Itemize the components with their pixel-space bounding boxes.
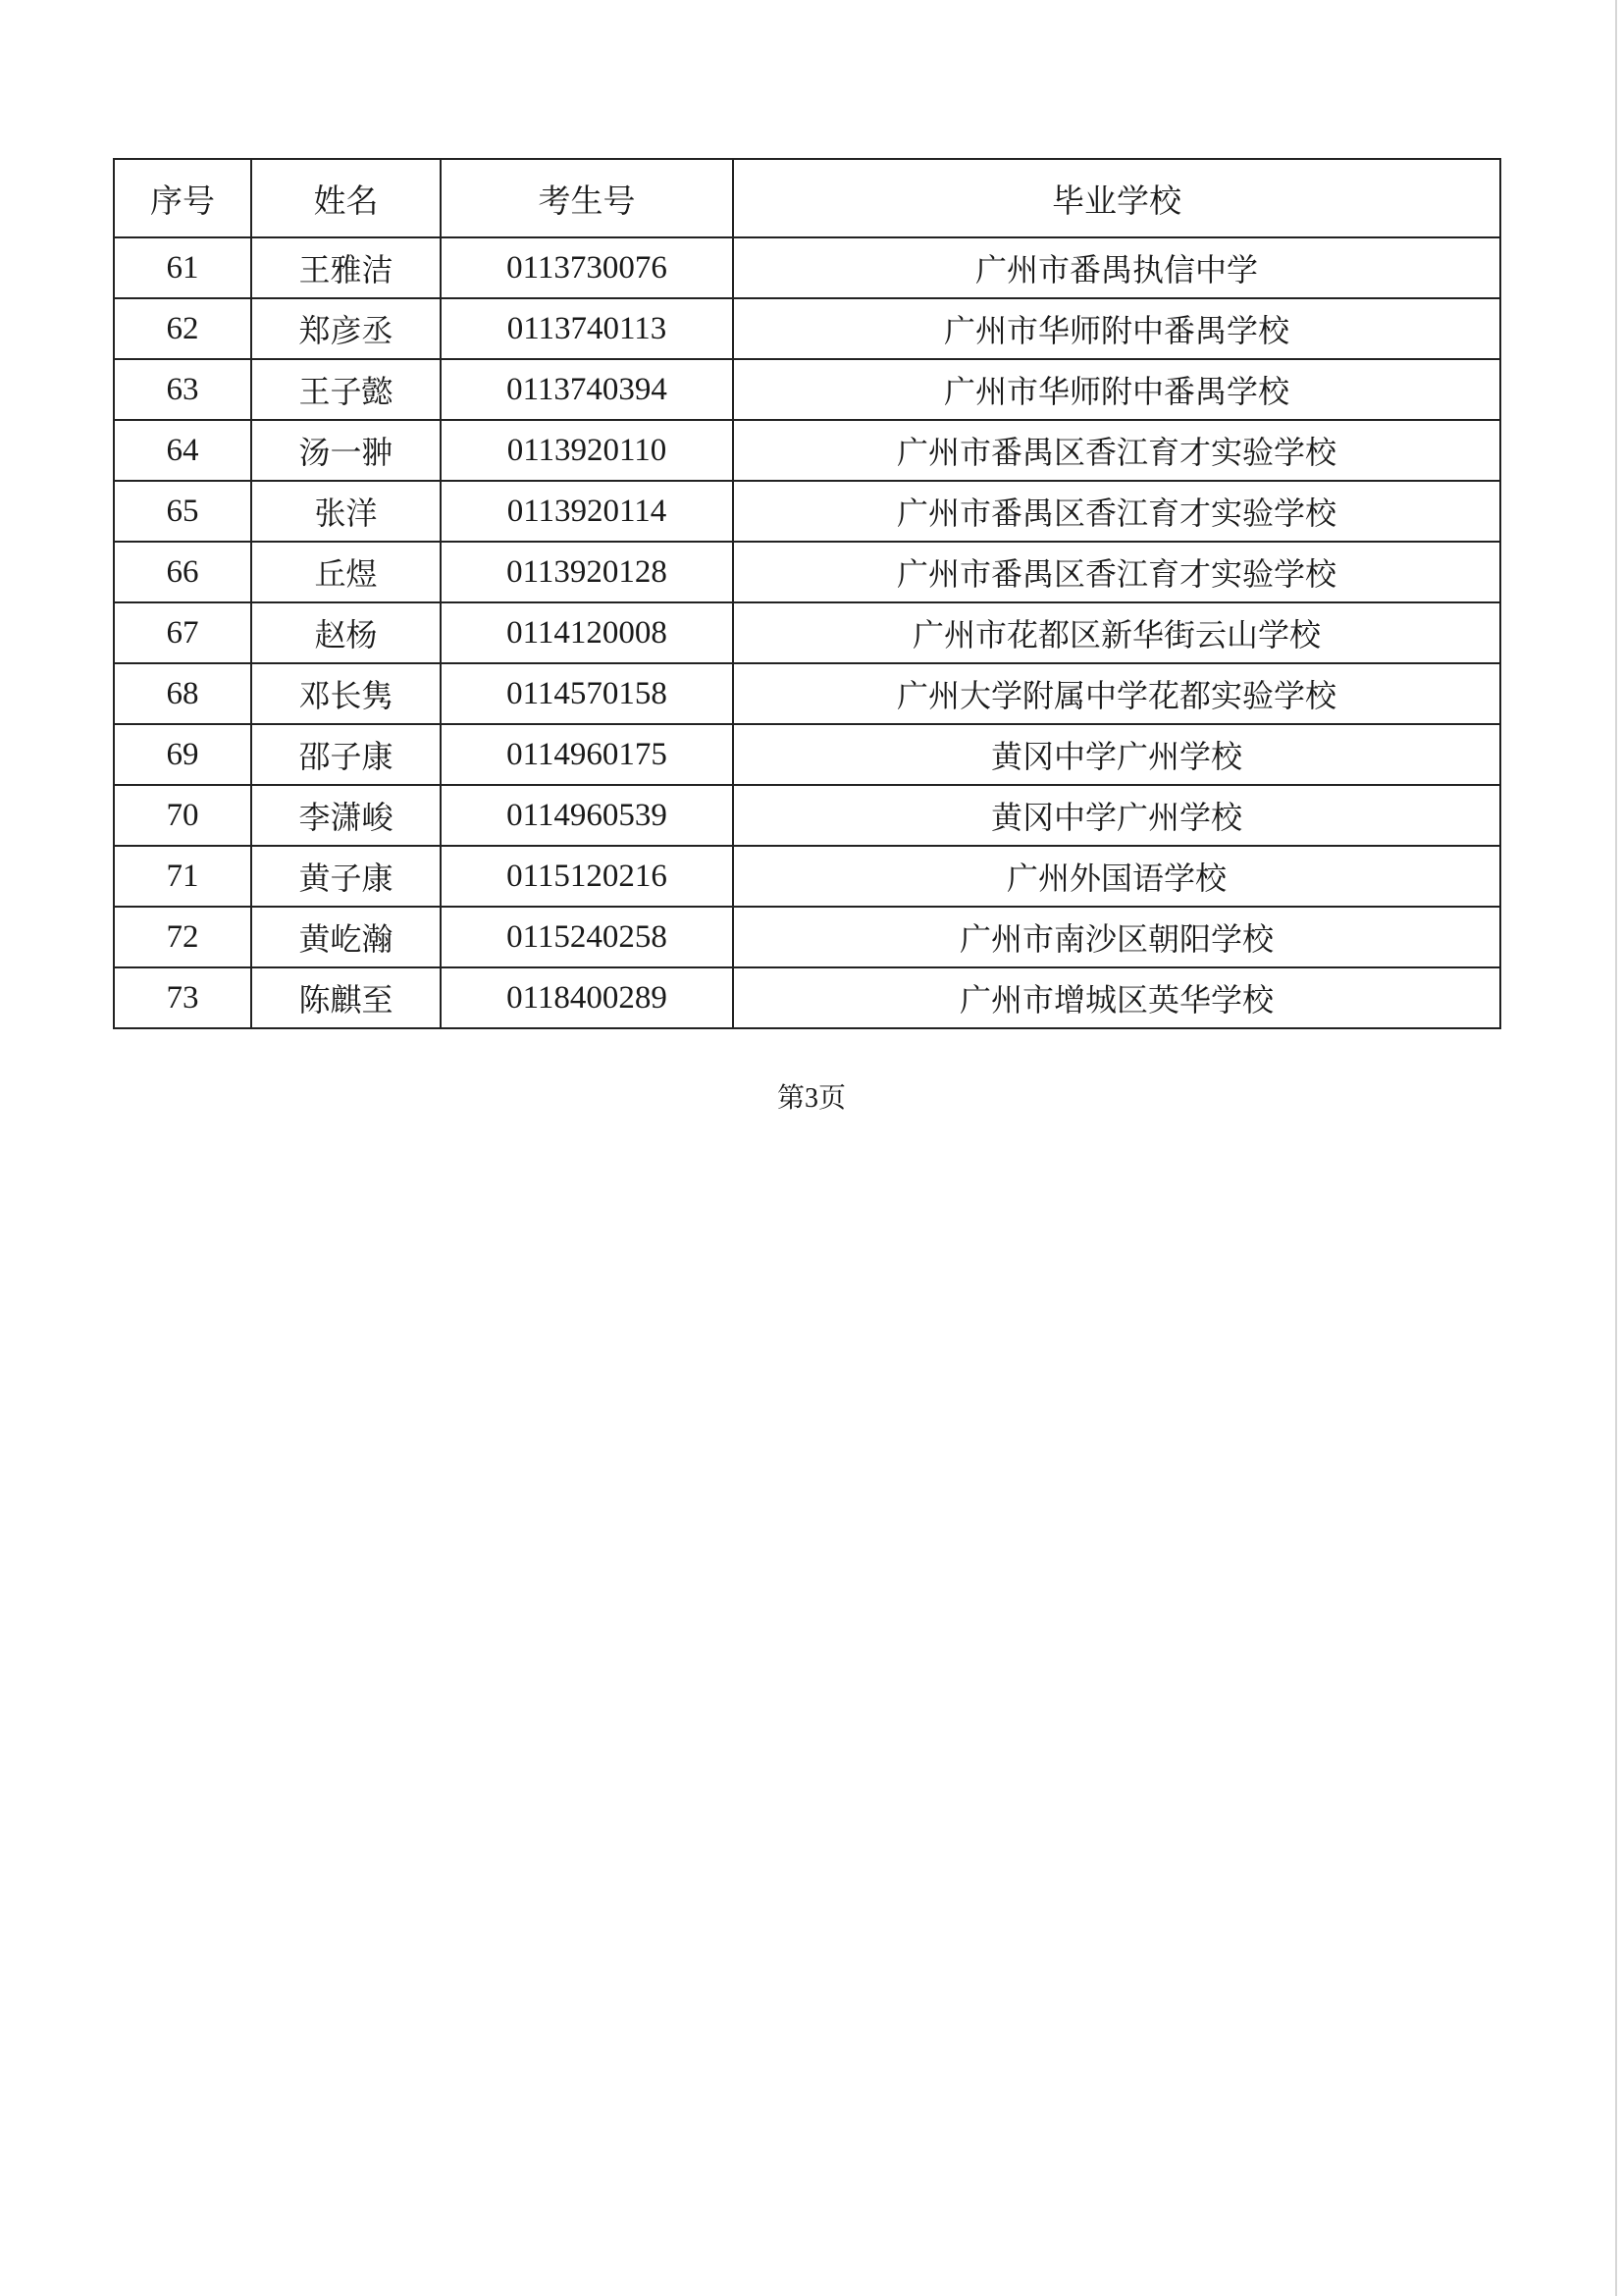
scan-edge-line [1615,0,1617,2296]
cell-name: 陈麒至 [251,967,441,1028]
admission-list-table [113,158,1501,1029]
cell-school: 黄冈中学广州学校 [733,724,1500,785]
cell-name: 丘煜 [251,542,441,602]
table-row [114,237,1500,298]
header-index: 序号 [114,159,251,237]
cell-exam-number: 0113740113 [441,298,733,359]
cell-name: 汤一翀 [251,420,441,481]
cell-school: 广州市华师附中番禺学校 [733,359,1500,420]
cell-name: 郑彦丞 [251,298,441,359]
cell-index: 65 [114,481,251,542]
header-exam-number: 考生号 [441,159,733,237]
cell-exam-number: 0118400289 [441,967,733,1028]
cell-exam-number: 0113920114 [441,481,733,542]
cell-school: 广州市番禺执信中学 [733,237,1500,298]
cell-exam-number: 0113920110 [441,420,733,481]
cell-index: 71 [114,846,251,907]
cell-index: 62 [114,298,251,359]
page-number: 第3页 [776,1083,846,1114]
cell-index: 67 [114,602,251,663]
table-row [114,785,1500,846]
admission-list-table-container [113,158,1499,1029]
table-row [114,359,1500,420]
cell-index: 63 [114,359,251,420]
cell-exam-number: 0113920128 [441,542,733,602]
cell-name: 赵杨 [251,602,441,663]
cell-school: 黄冈中学广州学校 [733,785,1500,846]
cell-school: 广州市华师附中番禺学校 [733,298,1500,359]
cell-exam-number: 0114120008 [441,602,733,663]
table-row [114,420,1500,481]
cell-exam-number: 0114960539 [441,785,733,846]
cell-name: 李潇峻 [251,785,441,846]
cell-school: 广州大学附属中学花都实验学校 [733,663,1500,724]
table-row [114,542,1500,602]
cell-index: 66 [114,542,251,602]
table-row [114,846,1500,907]
cell-name: 黄屹瀚 [251,907,441,967]
table-row [114,724,1500,785]
cell-exam-number: 0115120216 [441,846,733,907]
cell-school: 广州市增城区英华学校 [733,967,1500,1028]
cell-index: 72 [114,907,251,967]
cell-exam-number: 0114570158 [441,663,733,724]
cell-exam-number: 0113730076 [441,237,733,298]
cell-name: 邓长隽 [251,663,441,724]
cell-index: 70 [114,785,251,846]
header-school: 毕业学校 [733,159,1500,237]
cell-name: 王雅洁 [251,237,441,298]
table-row [114,298,1500,359]
cell-exam-number: 0114960175 [441,724,733,785]
cell-school: 广州市番禺区香江育才实验学校 [733,420,1500,481]
cell-name: 王子懿 [251,359,441,420]
table-row [114,663,1500,724]
cell-name: 张洋 [251,481,441,542]
cell-index: 61 [114,237,251,298]
cell-name: 邵子康 [251,724,441,785]
cell-school: 广州市南沙区朝阳学校 [733,907,1500,967]
table-body [114,237,1500,1028]
cell-school: 广州市番禺区香江育才实验学校 [733,481,1500,542]
cell-exam-number: 0115240258 [441,907,733,967]
table-row [114,481,1500,542]
table-row [114,907,1500,967]
cell-school: 广州市花都区新华街云山学校 [733,602,1500,663]
cell-name: 黄子康 [251,846,441,907]
cell-index: 69 [114,724,251,785]
cell-index: 73 [114,967,251,1028]
cell-exam-number: 0113740394 [441,359,733,420]
table-row [114,967,1500,1028]
cell-index: 64 [114,420,251,481]
cell-index: 68 [114,663,251,724]
cell-school: 广州外国语学校 [733,846,1500,907]
table-row [114,602,1500,663]
cell-school: 广州市番禺区香江育才实验学校 [733,542,1500,602]
header-name: 姓名 [251,159,441,237]
table-header-row [114,159,1500,237]
